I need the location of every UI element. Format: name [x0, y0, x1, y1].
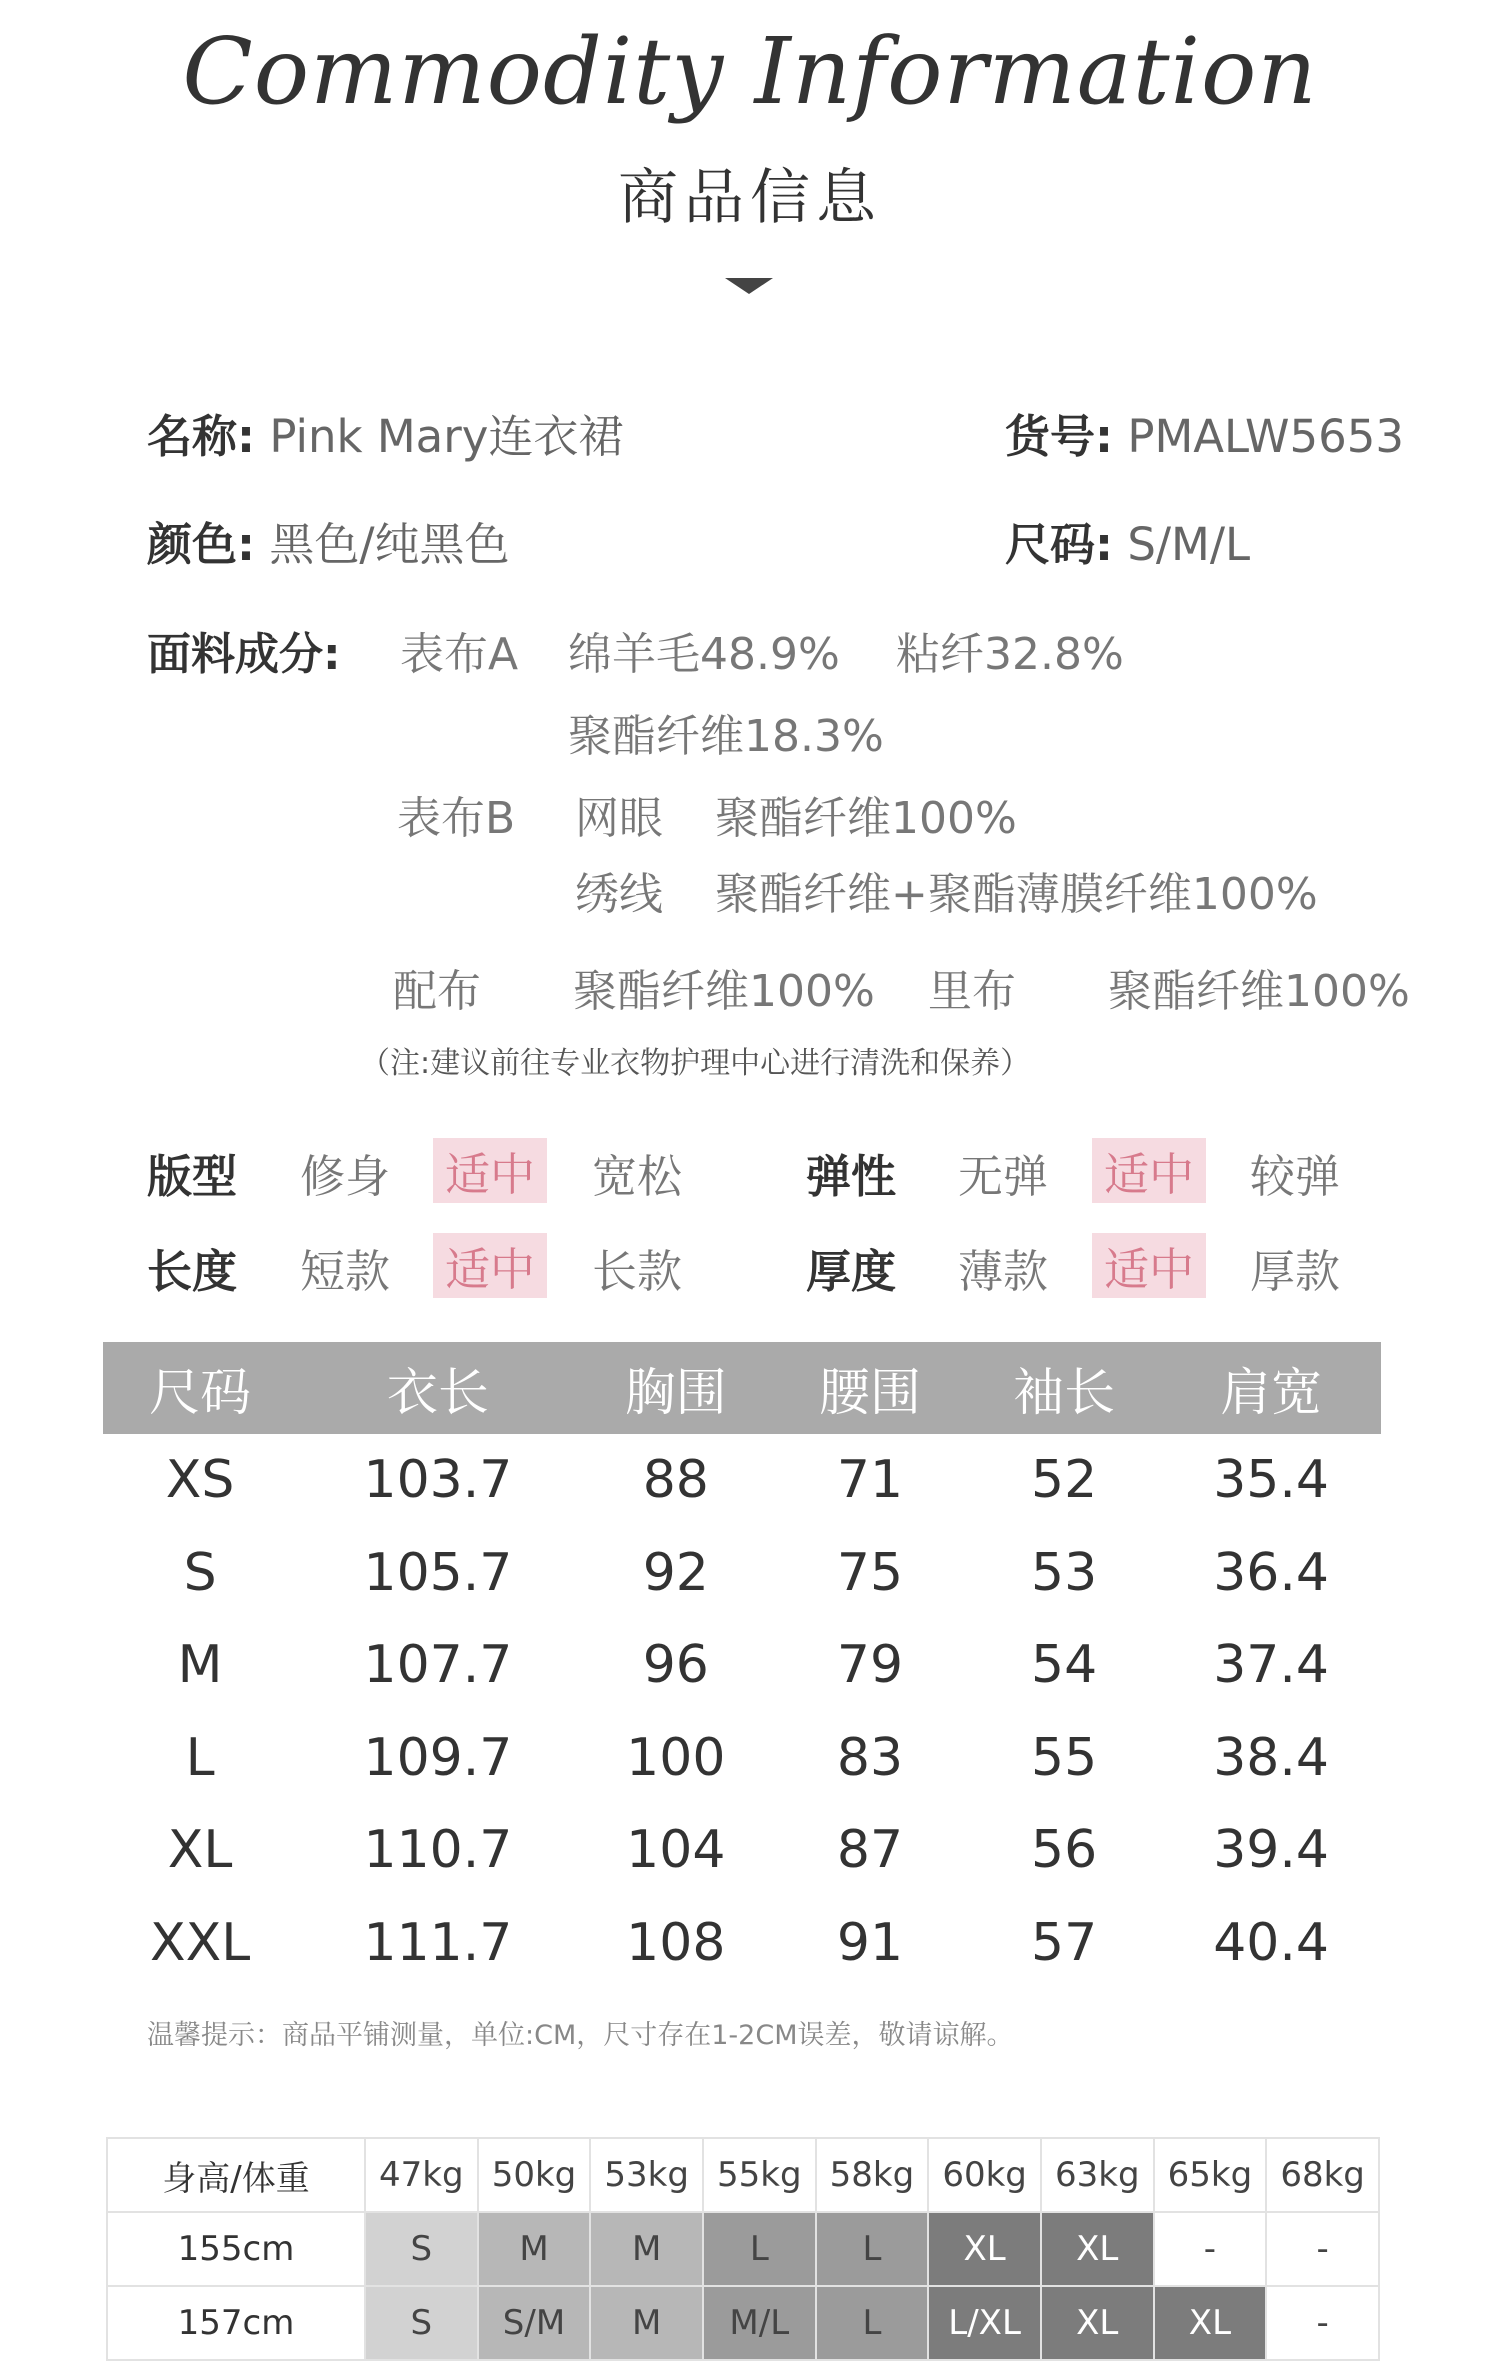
table-row: [103, 1434, 1381, 1527]
weight-header: 68kg: [1266, 2138, 1379, 2212]
table-cell: L: [185, 1727, 215, 1788]
table-cell: 39.4: [1213, 1820, 1329, 1881]
size-cell: -: [1154, 2212, 1267, 2286]
fabric-lining-value: 聚酯纤维100%: [1108, 966, 1410, 1017]
table-cell: 103.7: [363, 1450, 513, 1511]
size-cell: L: [816, 2286, 929, 2360]
size-cell: L/XL: [928, 2286, 1041, 2360]
fit-option-selected: 适中: [433, 1138, 547, 1203]
table-cell: 92: [642, 1542, 709, 1603]
table-cell: 91: [836, 1912, 904, 1973]
fabric-a-part2: 粘纤32.8%: [896, 629, 1124, 680]
name-value: Pink Mary连衣裙: [269, 410, 624, 463]
fabric-a-part3: 聚酯纤维18.3%: [568, 711, 884, 762]
fabric-a-label: 表布A: [400, 629, 519, 680]
size-cell: XL: [1041, 2286, 1154, 2360]
weight-header: 60kg: [928, 2138, 1041, 2212]
table-cell: 36.4: [1213, 1542, 1329, 1603]
script-title: Commodity Information: [182, 18, 1318, 125]
size-cell: -: [1266, 2212, 1379, 2286]
table-cell: 71: [836, 1450, 904, 1511]
elasticity-option-high: 较弹: [1250, 1150, 1341, 1203]
table-row: [103, 1712, 1381, 1805]
table-cell: 75: [836, 1542, 904, 1603]
table-cell: 55: [1031, 1727, 1098, 1788]
table-cell: 79: [836, 1635, 904, 1696]
table-row: [103, 1897, 1381, 1990]
table-cell: 37.4: [1213, 1635, 1329, 1696]
fabric-b-embroidery-value: 聚酯纤维+聚酯薄膜纤维100%: [715, 869, 1318, 920]
size-cell: XL: [1154, 2286, 1267, 2360]
elasticity-label: 弹性: [806, 1150, 897, 1203]
table-cell: 53: [1031, 1542, 1098, 1603]
thickness-label: 厚度: [806, 1245, 897, 1298]
table-row: [103, 1804, 1381, 1897]
size-cell: L: [816, 2212, 929, 2286]
size-cell: M: [478, 2212, 591, 2286]
fabric-b-embroidery-label: 绣线: [575, 869, 663, 920]
chevron-down-icon: [725, 278, 773, 294]
size-cell: -: [1266, 2286, 1379, 2360]
fabric-b-mesh-label: 网眼: [575, 793, 663, 844]
table-cell: XL: [167, 1820, 233, 1881]
elasticity-option-none: 无弹: [958, 1150, 1049, 1203]
table-cell: 57: [1031, 1912, 1098, 1973]
table-cell: XS: [165, 1450, 235, 1511]
header-size: 尺码: [103, 1342, 297, 1434]
name-label: 名称:: [147, 410, 255, 463]
fabric-lining-label: 里布: [928, 966, 1016, 1017]
care-note: （注:建议前往专业衣物护理中心进行清洗和保养）: [360, 1046, 1031, 1081]
product-sku: [1005, 400, 1404, 465]
height-cell: 155cm: [107, 2212, 365, 2286]
fit-option-slim: 修身: [300, 1150, 391, 1203]
length-option-selected: 适中: [433, 1233, 547, 1298]
reference-header-row: [107, 2138, 1379, 2212]
sku-value: PMALW5653: [1127, 410, 1405, 463]
weight-header: 47kg: [365, 2138, 478, 2212]
length-option-long: 长款: [592, 1245, 683, 1298]
table-cell: 88: [642, 1450, 709, 1511]
thickness-option-thick: 厚款: [1250, 1245, 1341, 1298]
table-cell: 107.7: [363, 1635, 513, 1696]
height-cell: 157cm: [107, 2286, 365, 2360]
sku-label: 货号:: [1005, 410, 1113, 463]
table-cell: 83: [836, 1727, 904, 1788]
fit-label: 版型: [147, 1150, 238, 1203]
size-cell: L: [703, 2212, 816, 2286]
table-cell: 35.4: [1213, 1450, 1329, 1511]
weight-header: 65kg: [1154, 2138, 1267, 2212]
table-cell: 110.7: [363, 1820, 513, 1881]
weight-header: 58kg: [816, 2138, 929, 2212]
weight-header: 63kg: [1041, 2138, 1154, 2212]
page-title: 商品信息: [618, 163, 882, 233]
product-size: [1005, 508, 1250, 573]
size-cell: S: [365, 2212, 478, 2286]
table-cell: 105.7: [363, 1542, 513, 1603]
table-cell: 96: [642, 1635, 709, 1696]
thickness-option-thin: 薄款: [958, 1245, 1049, 1298]
reference-row: [107, 2286, 1379, 2360]
fabric-a-part1: 绵羊毛48.9%: [568, 629, 840, 680]
table-cell: 109.7: [363, 1727, 513, 1788]
header-shoulder: 肩宽: [1161, 1342, 1381, 1434]
weight-header: 55kg: [703, 2138, 816, 2212]
table-cell: 104: [626, 1820, 726, 1881]
fit-option-loose: 宽松: [592, 1150, 683, 1203]
table-cell: 52: [1031, 1450, 1098, 1511]
header-length: 衣长: [297, 1342, 579, 1434]
measurement-tip: 温馨提示：商品平铺测量，单位:CM，尺寸存在1-2CM误差，敬请谅解。: [147, 2020, 1014, 2051]
elasticity-option-selected: 适中: [1092, 1138, 1206, 1203]
size-cell: XL: [1041, 2212, 1154, 2286]
color-label: 颜色:: [147, 518, 255, 571]
table-cell: 108: [626, 1912, 726, 1973]
table-cell: 54: [1031, 1635, 1098, 1696]
table-cell: 87: [836, 1820, 904, 1881]
fabric-label: 面料成分:: [147, 629, 341, 680]
color-value: 黑色/纯黑色: [269, 518, 510, 571]
size-value: S/M/L: [1127, 518, 1251, 571]
table-cell: S: [183, 1542, 217, 1603]
length-label: 长度: [147, 1245, 238, 1298]
table-cell: 38.4: [1213, 1727, 1329, 1788]
size-cell: XL: [928, 2212, 1041, 2286]
length-option-short: 短款: [300, 1245, 391, 1298]
size-cell: S: [365, 2286, 478, 2360]
product-color: [147, 508, 509, 573]
weight-header: 50kg: [478, 2138, 591, 2212]
fabric-trim-value: 聚酯纤维100%: [573, 966, 875, 1017]
reference-table: [106, 2137, 1380, 2361]
reference-row: [107, 2212, 1379, 2286]
size-cell: S/M: [478, 2286, 591, 2360]
fabric-b-label: 表布B: [397, 793, 516, 844]
fabric-trim-label: 配布: [393, 966, 481, 1017]
table-cell: 40.4: [1213, 1912, 1329, 1973]
thickness-option-selected: 适中: [1092, 1233, 1206, 1298]
size-cell: M: [590, 2212, 703, 2286]
table-cell: 100: [626, 1727, 726, 1788]
table-cell: 111.7: [363, 1912, 513, 1973]
size-cell: M/L: [703, 2286, 816, 2360]
fabric-b-mesh-value: 聚酯纤维100%: [715, 793, 1017, 844]
weight-header: 53kg: [590, 2138, 703, 2212]
product-name: [147, 400, 623, 465]
table-row: [103, 1527, 1381, 1620]
header-bust: 胸围: [579, 1342, 773, 1434]
size-table: [103, 1342, 1381, 1989]
size-cell: M: [590, 2286, 703, 2360]
table-cell: XXL: [149, 1912, 251, 1973]
size-label: 尺码:: [1005, 518, 1113, 571]
table-cell: 56: [1031, 1820, 1098, 1881]
header-waist: 腰围: [773, 1342, 967, 1434]
size-table-header: [103, 1342, 1381, 1434]
table-row: [103, 1619, 1381, 1712]
header-sleeve: 袖长: [967, 1342, 1161, 1434]
table-cell: M: [177, 1635, 223, 1696]
reference-corner: 身高/体重: [107, 2138, 365, 2212]
